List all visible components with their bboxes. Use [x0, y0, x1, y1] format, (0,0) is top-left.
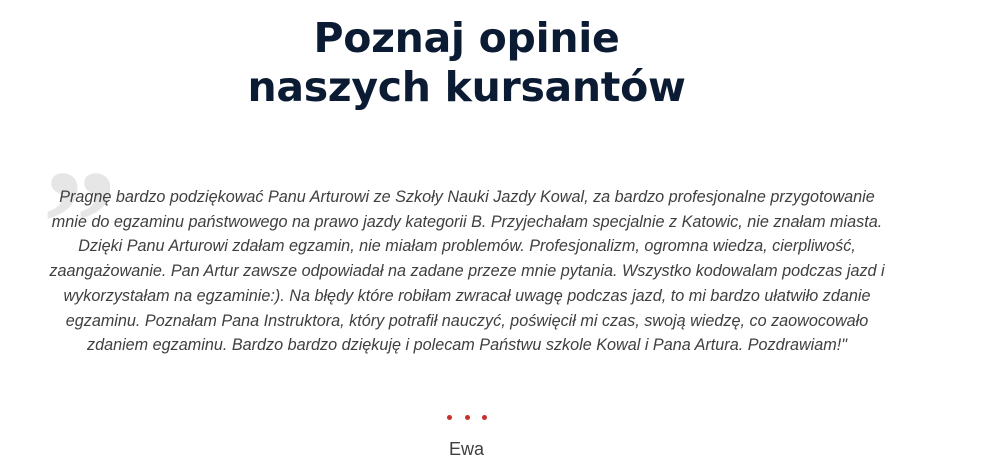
separator-dots [447, 415, 487, 421]
testimonial-author: Ewa [448, 439, 484, 459]
dot-icon [465, 415, 470, 420]
dot-icon [482, 415, 487, 420]
section-title-line-2: naszych kursantów [247, 63, 686, 111]
testimonial-text: Pragnę bardzo podziękować Panu Arturowi ze Szkoły Nauki Jazdy Kowal, za bardzo profesjonalne przygotowanie mnie do egzaminu państwowego na prawo jazdy kategorii B. Przyjechałam specjalnie z Katowic, nie znałam miasta. Dzięki Panu Arturowi zdałam egzamin, nie miałam problemów. Profesjonalizm, ogromna wiedza, cierpliwość, zaangażowanie. Pan Artur zawsze odpowiadał na zadane przeze mnie pytania. Wszystko kodowalam podczas jazd i wykorzystałam na egzaminie:). Na błędy które robiłam zwracał uwagę podczas jazd, to mi bardzo ułatwiło zdanie egzaminu. Poznałam Pana Instruktora, który potrafił nauczyć, poświęcił mi czas, swoją wiedzę, co zaowocowało zdaniem egzaminu. Bardzo bardzo dziękuję i polecam Państwu szkole Kowal i Pana Artura. Pozdrawiam!" [49, 188, 885, 355]
section-title-line-1: Poznaj opinie [313, 14, 620, 62]
dot-icon [447, 415, 452, 420]
section-title [0, 14, 933, 112]
quote-icon: ” [42, 140, 117, 306]
